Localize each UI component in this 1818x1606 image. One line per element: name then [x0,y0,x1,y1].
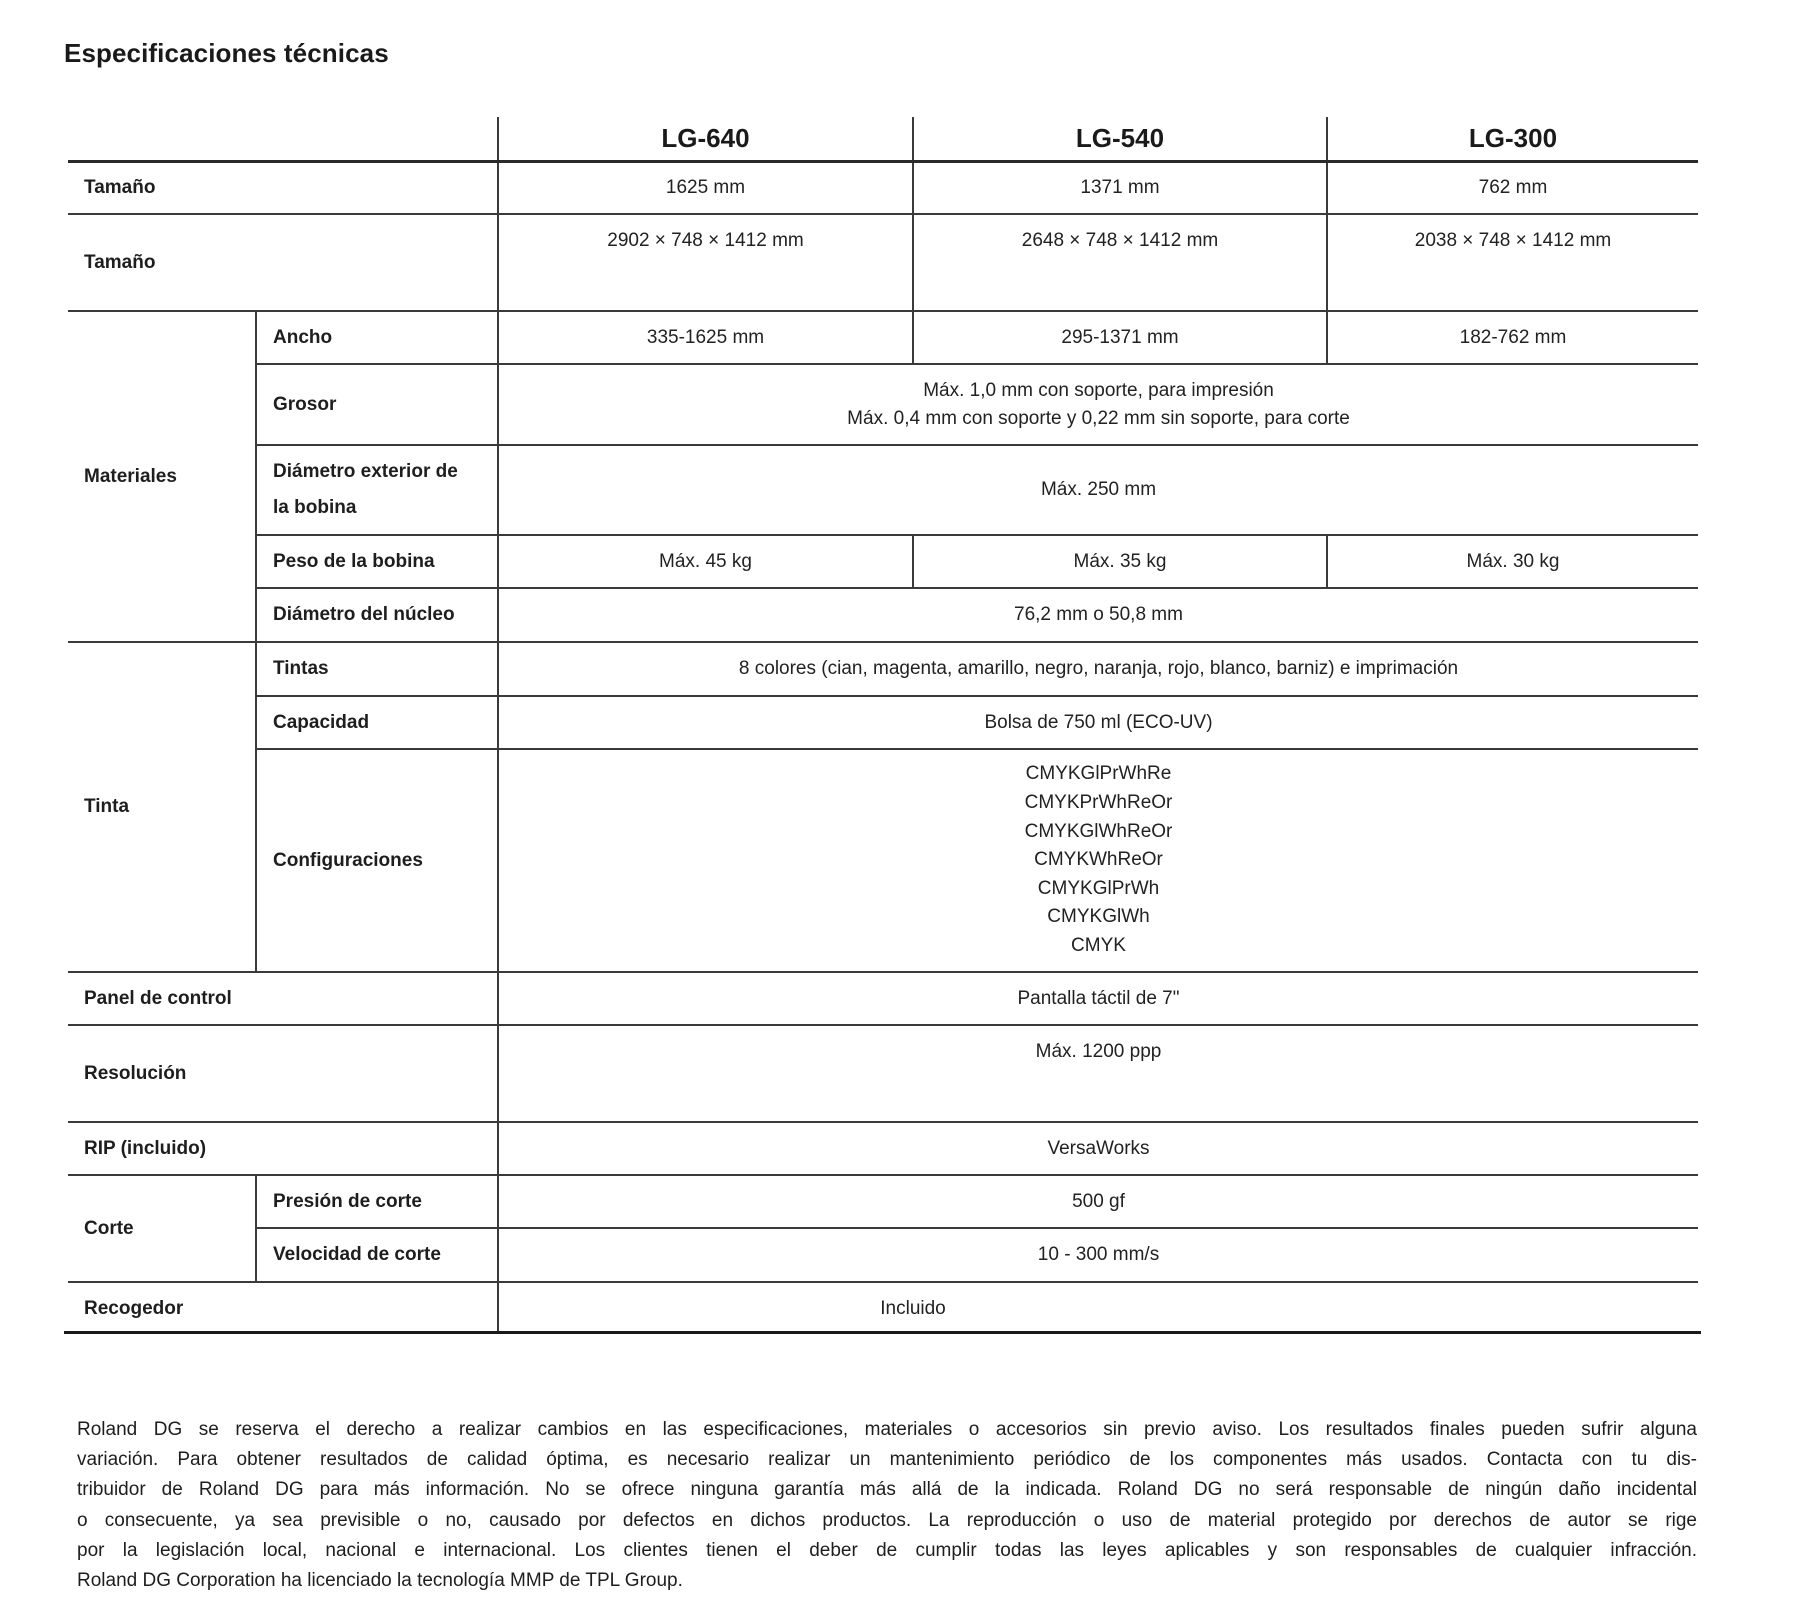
cell-ancho-lg300: 182-762 mm [1327,311,1698,364]
disclaimer-line: Roland DG Corporation ha licenciado la tecnología MMP de TPL Group. [77,1570,683,1592]
table-row-ancho [68,311,1698,364]
spec-table [68,117,1698,1334]
row-label-rip: RIP (incluido) [68,1122,498,1175]
table-row-panel [68,972,1698,1025]
page-title: Especificaciones técnicas [64,38,389,68]
group-label-tinta: Tinta [68,642,256,972]
header-row [68,117,1698,161]
grosor-line-corte: Máx. 0,4 mm con soporte y 0,22 mm sin soporte, para corte [847,407,1350,429]
config-item: CMYKGlPrWhRe [1025,763,1172,785]
row-label-nucleo: Diámetro del núcleo [256,588,498,642]
row-label-tamano-dimensiones: Tamaño [68,214,498,311]
config-item: CMYKGlWhReOr [1024,820,1173,842]
table-row-tamano-dimensiones [68,214,1698,311]
grosor-line-impresion: Máx. 1,0 mm con soporte, para impresión [923,379,1274,401]
row-label-tamano: Tamaño [84,176,156,198]
cell-tamano-lg640: 1625 mm [498,161,913,214]
row-label-panel: Panel de control [68,972,498,1025]
group-label-materiales: Materiales [68,311,256,642]
row-label-peso: Peso de la bobina [256,535,498,588]
cell-dim-lg540: 2648 × 748 × 1412 mm [913,214,1327,311]
config-item: CMYK [1071,934,1126,956]
cell-panel: Pantalla táctil de 7" [498,972,1698,1025]
row-label-presion: Presión de corte [256,1175,498,1228]
config-item: CMYKGlWh [1047,906,1150,928]
table-bottom-rule [64,1331,1701,1334]
row-label-configuraciones: Configuraciones [256,749,498,972]
cell-tintas: 8 colores (cian, magenta, amarillo, negro, naranja, rojo, blanco, barniz) e imprimación [498,642,1698,696]
config-item: CMYKPrWhReOr [1024,792,1173,814]
row-label-grosor: Grosor [256,364,498,445]
table-row-grosor [68,364,1698,445]
table-row-rip [68,1122,1698,1175]
row-label-velocidad: Velocidad de corte [256,1228,498,1282]
cell-dim-lg300: 2038 × 748 × 1412 mm [1327,214,1698,311]
table-row-recogedor [68,1282,1698,1334]
cell-dim-lg640: 2902 × 748 × 1412 mm [498,214,913,311]
config-item: CMYKGlPrWh [1037,877,1160,899]
row-label-recogedor: Recogedor [68,1282,498,1334]
cell-peso-lg640: Máx. 45 kg [498,535,913,588]
cell-ancho-lg540: 295-1371 mm [913,311,1327,364]
cell-diametro-exterior: Máx. 250 mm [498,445,1698,535]
cell-recogedor: Incluido [498,1282,1327,1334]
disclaimer-line: tribuidor de Roland DG para más información. No se ofrece ninguna garantía más allá de la indicada. Roland DG no será responsable de ningún daño incidental [77,1479,1697,1501]
table-row-peso [68,535,1698,588]
disclaimer-line: variación. Para obtener resultados de calidad óptima, es necesario realizar un mantenimiento periódico de los componentes más usados. Contacta con tu dis- [77,1449,1697,1471]
table-row-velocidad [68,1228,1698,1282]
disclaimer [77,1415,1697,1596]
table-row-tamano [68,161,1698,214]
config-item: CMYKWhReOr [1034,849,1163,871]
disclaimer-line: Roland DG se reserva el derecho a realizar cambios en las especificaciones, materiales o accesorios sin previo aviso. Los resultados finales pueden sufrir alguna [77,1419,1697,1440]
cell-tamano-lg540: 1371 mm [913,161,1327,214]
table-row-tintas [68,642,1698,696]
diametro-exterior-label-line-2: la bobina [273,497,357,518]
model-header-lg300: LG-300 [1327,117,1698,161]
cell-peso-lg540: Máx. 35 kg [913,535,1327,588]
model-header-lg540: LG-540 [913,117,1327,161]
row-label-diametro-exterior [256,445,498,535]
table-row-resolucion [68,1025,1698,1122]
cell-configuraciones [498,749,1698,972]
row-label-ancho: Ancho [256,311,498,364]
table-row-diametro-exterior [68,445,1698,535]
table-row-presion [68,1175,1698,1228]
cell-presion: 500 gf [498,1175,1698,1228]
cell-velocidad: 10 - 300 mm/s [498,1228,1698,1282]
cell-ancho-lg640: 335-1625 mm [498,311,913,364]
disclaimer-line: por la legislación local, nacional e internacional. Los clientes tienen el deber de cumplir todas las leyes aplicables y son responsables de cualquier infracción. [77,1539,1697,1561]
cell-rip: VersaWorks [498,1122,1698,1175]
diametro-exterior-label-line-1: Diámetro exterior de [273,461,458,482]
model-header-lg640: LG-640 [498,117,913,161]
table-row-nucleo [68,588,1698,642]
cell-grosor [498,364,1698,445]
group-label-corte: Corte [68,1175,256,1282]
header-blank [68,117,498,161]
row-label-capacidad: Capacidad [256,696,498,749]
cell-recogedor-empty [1327,1282,1698,1334]
cell-tamano-lg300: 762 mm [1327,161,1698,214]
cell-peso-lg300: Máx. 30 kg [1327,535,1698,588]
cell-nucleo: 76,2 mm o 50,8 mm [498,588,1698,642]
cell-resolucion: Máx. 1200 ppp [498,1025,1698,1122]
row-label-tintas: Tintas [256,642,498,696]
cell-capacidad: Bolsa de 750 ml (ECO-UV) [498,696,1698,749]
row-label-resolucion: Resolución [68,1025,498,1122]
table-row-capacidad [68,696,1698,749]
disclaimer-line: o consecuente, ya sea previsible o no, causado por defectos en dichos productos. La reproducción o uso de material protegido por derechos de autor se rige [77,1509,1697,1531]
table-row-configuraciones [68,749,1698,972]
